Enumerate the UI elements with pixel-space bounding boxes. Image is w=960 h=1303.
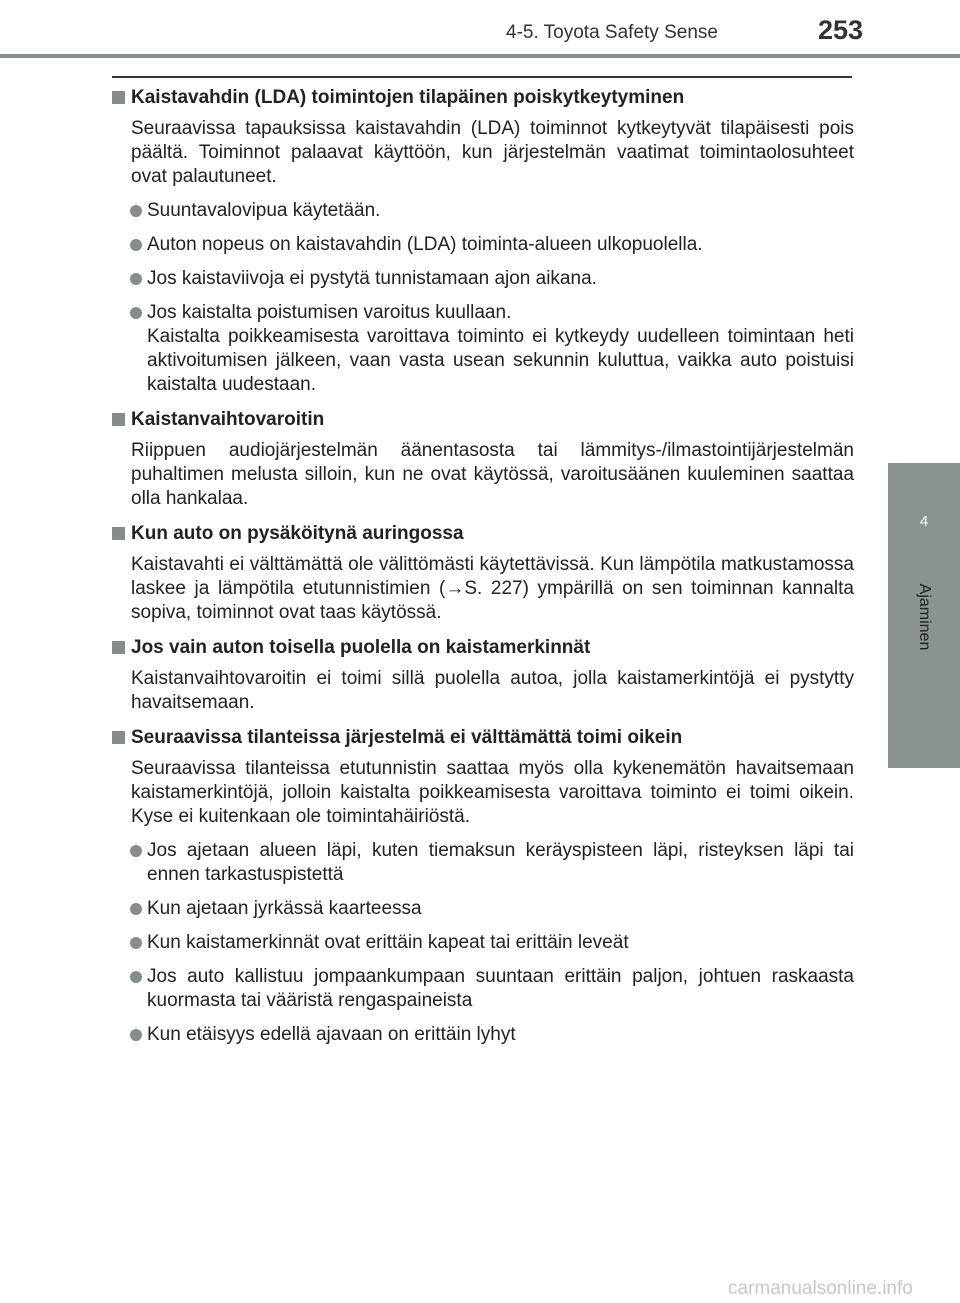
circle-bullet-icon [130,845,142,857]
manual-section [110,726,854,1047]
list-item [110,931,854,955]
section-body: Kaistavahti ei välttämättä ole välittömästi käytettävissä. Kun lämpötila matkustamossa laskee ja lämpötila etutunnistimien (→S. 227) ympärillä on sen toiminnan kannalta sopiva, toiminnot ovat taas käytössä. [131,554,854,623]
list-item-text: Jos ajetaan alueen läpi, kuten tiemaksun keräyspisteen läpi, risteyksen läpi tai ennen tarkastuspistettä [147,840,854,885]
chapter-title-wrapper [888,558,960,758]
section-body: Kaistanvaihtovaroitin ei toimi sillä puolella autoa, jolla kaistamerkintöjä ei pystytty havaitsemaan. [131,668,854,713]
section-heading [110,636,854,660]
list-item [110,199,854,223]
header-divider [0,54,960,58]
chapter-side-tab[interactable] [888,463,960,768]
manual-section [110,408,854,511]
section-heading [110,522,854,546]
manual-section [110,636,854,715]
list-item [110,1023,854,1047]
list-item [110,267,854,291]
list-item-text: Kun ajetaan jyrkässä kaarteessa [147,898,422,919]
list-item-text: Suuntavalovipua käytetään. [147,200,381,221]
section-heading-text: Kaistanvaihtovaroitin [131,409,325,430]
bullet-list [110,199,854,397]
square-bullet-icon [112,641,125,654]
list-item [110,839,854,887]
list-item-text: Jos kaistaviivoja ei pystytä tunnistamaan ajon aikana. [147,268,597,289]
section-heading [110,726,854,750]
square-bullet-icon [112,413,125,426]
section-body: Riippuen audiojärjestelmän äänentasosta tai lämmitys-/ilmastointijärjestelmän puhaltimen melusta silloin, kun ne ovat käytössä, varoitusäänen kuuleminen saattaa olla hankalaa. [131,440,854,509]
section-body: Seuraavissa tapauksissa kaistavahdin (LDA) toiminnot kytkeytyvät tilapäisesti pois päältä. Toiminnot palaavat käyttöön, kun järjestelmän vaatimat toimintaolosuhteet ovat palautuneet. [131,118,854,187]
manual-section [110,522,854,625]
list-item-note: Kaistalta poikkeamisesta varoittava toiminto ei kytkeydy uudelleen toimintaan heti aktivoitumisen jälkeen, vaan vasta usean sekunnin kuluttua, vaikka auto poistuisi kaistalta uudestaan. [147,326,854,395]
circle-bullet-icon [130,205,142,217]
section-heading-text: Kaistavahdin (LDA) toimintojen tilapäinen poiskytkeytyminen [131,87,685,108]
circle-bullet-icon [130,273,142,285]
circle-bullet-icon [130,971,142,983]
circle-bullet-icon [130,903,142,915]
page-number: 253 [818,15,864,45]
square-bullet-icon [112,527,125,540]
section-body: Seuraavissa tilanteissa etutunnistin saattaa myös olla kykenemätön havaitsemaan kaistamerkintöjä, jolloin kaistalta poikkeamisesta varoittava toiminto ei toimi oikein. Kyse ei kuitenkaan ole toimintahäiriöstä. [131,758,854,827]
watermark: carmanualsonline.info [728,1278,913,1299]
list-item [110,965,854,1013]
circle-bullet-icon [130,239,142,251]
page-content [110,86,854,1058]
circle-bullet-icon [130,307,142,319]
section-heading [110,86,854,110]
list-item-text: Auton nopeus on kaistavahdin (LDA) toiminta-alueen ulkopuolella. [147,234,703,255]
list-item [110,233,854,257]
list-item [110,897,854,921]
section-title: 4-5. Toyota Safety Sense [506,22,718,43]
section-heading-text: Seuraavissa tilanteissa järjestelmä ei välttämättä toimi oikein [131,727,683,748]
chapter-title: Ajaminen [916,583,933,651]
section-heading-text: Kun auto on pysäköitynä auringossa [131,523,464,544]
square-bullet-icon [112,91,125,104]
list-item-text: Jos kaistalta poistumisen varoitus kuullaan. [147,302,512,323]
list-item-text: Kun etäisyys edellä ajavaan on erittäin lyhyt [147,1024,516,1045]
circle-bullet-icon [130,937,142,949]
page-header [0,0,960,58]
list-item-text: Jos auto kallistuu jompaankumpaan suuntaan erittäin paljon, johtuen raskaasta kuormasta tai vääristä rengaspaineista [147,966,854,1011]
list-item-text: Kun kaistamerkinnät ovat erittäin kapeat tai erittäin leveät [147,932,629,953]
list-item [110,301,854,397]
section-heading-text: Jos vain auton toisella puolella on kaistamerkinnät [131,637,591,658]
chapter-number: 4 [919,513,929,530]
circle-bullet-icon [130,1029,142,1041]
bullet-list [110,839,854,1047]
manual-section [110,86,854,397]
square-bullet-icon [112,731,125,744]
section-heading [110,408,854,432]
content-top-divider [112,76,852,78]
